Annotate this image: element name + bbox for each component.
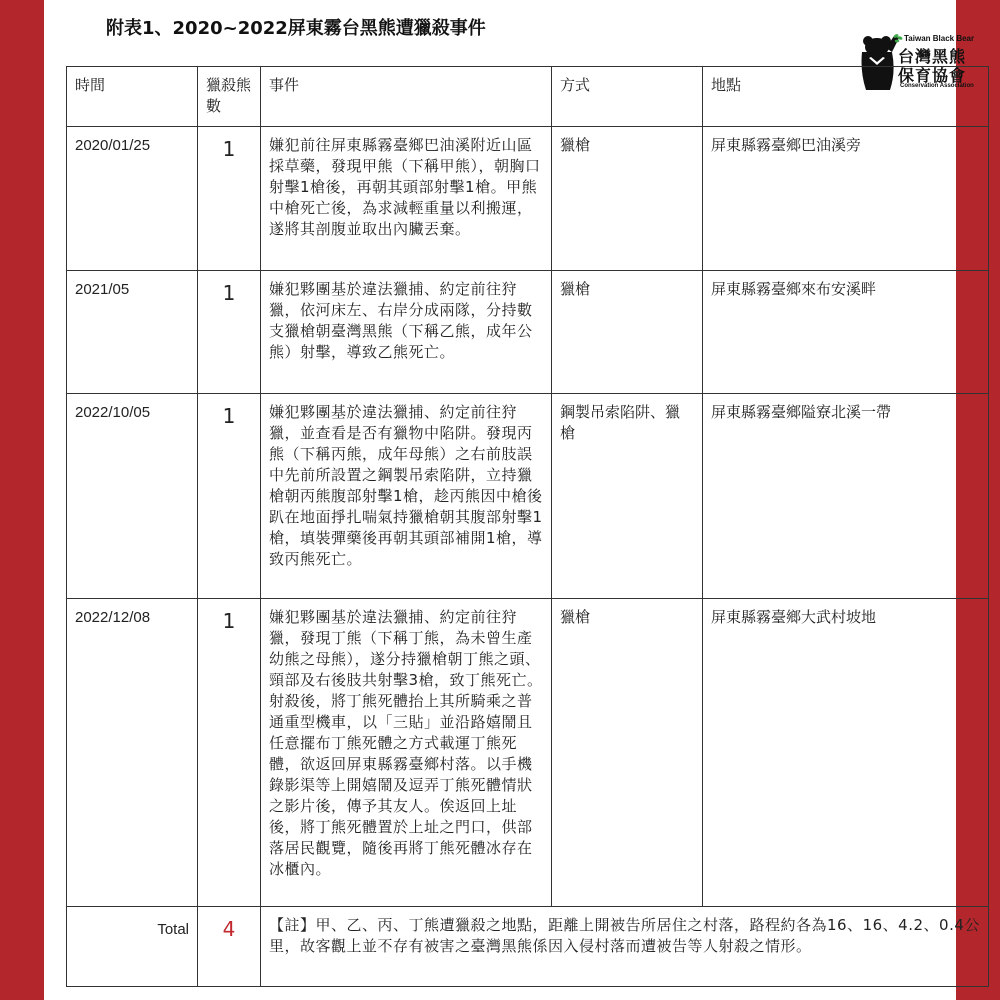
total-label: Total (67, 907, 198, 987)
cell-location: 屏東縣霧臺鄉巴油溪旁 (703, 127, 989, 271)
cell-event: 嫌犯前往屏東縣霧臺鄉巴油溪附近山區採草藥，發現甲熊（下稱甲熊），朝胸口射擊1槍後，再朝其頭部射擊1槍。甲熊中槍死亡後，為求減輕重量以利搬運，遂將其剖腹並取出內臟丟棄。 (261, 127, 552, 271)
total-note: 【註】甲、乙、丙、丁熊遭獵殺之地點，距離上開被告所居住之村落，路程約各為16、16、4.2、0.4公里，故客觀上並不存有被害之臺灣黑熊係因入侵村落而遭被告等人射殺之情形。 (261, 907, 989, 987)
header-method: 方式 (552, 67, 703, 127)
document-title: 附表1、2020~2022屏東霧台黑熊遭獵殺事件 (106, 18, 486, 39)
cell-event: 嫌犯夥團基於違法獵捕、約定前往狩獵，依河床左、右岸分成兩隊，分持數支獵槍朝臺灣黑熊（下稱乙熊，成年公熊）射擊，導致乙熊死亡。 (261, 271, 552, 394)
table-row (67, 127, 989, 271)
total-row (67, 907, 989, 987)
cell-count: 1 (198, 271, 261, 394)
cell-date: 2020/01/25 (67, 127, 198, 271)
total-count: 4 (198, 907, 261, 987)
cell-count: 1 (198, 127, 261, 271)
cell-count: 1 (198, 394, 261, 599)
cell-method: 鋼製吊索陷阱、獵槍 (552, 394, 703, 599)
header-time: 時間 (67, 67, 198, 127)
logo-english-name: Taiwan Black Bear (904, 34, 975, 43)
table-row (67, 271, 989, 394)
cell-method: 獵槍 (552, 271, 703, 394)
cell-date: 2022/12/08 (67, 599, 198, 907)
cell-location: 屏東縣霧臺鄉隘寮北溪一帶 (703, 394, 989, 599)
table-row (67, 599, 989, 907)
cell-date: 2022/10/05 (67, 394, 198, 599)
cell-event: 嫌犯夥團基於違法獵捕、約定前往狩獵，並查看是否有獵物中陷阱。發現丙熊（下稱丙熊，成年母熊）之右前肢誤中先前所設置之鋼製吊索陷阱，立持獵槍朝丙熊腹部射擊1槍，趁丙熊因中槍後趴在地面掙扎喘氣持獵槍朝其腹部射擊1槍，填裝彈藥後再朝其頭部補開1槍，導致丙熊死亡。 (261, 394, 552, 599)
header-event: 事件 (261, 67, 552, 127)
cell-location: 屏東縣霧臺鄉來布安溪畔 (703, 271, 989, 394)
events-table (66, 66, 989, 987)
logo-chinese-line2: 保育協會 (898, 66, 967, 85)
logo-chinese-line1: 台灣黑熊 (898, 47, 967, 66)
document-sheet (44, 0, 980, 1000)
header-count: 獵殺熊數 (198, 67, 261, 127)
cell-date: 2021/05 (67, 271, 198, 394)
table-header-row (67, 67, 989, 127)
cell-location: 屏東縣霧臺鄉大武村坡地 (703, 599, 989, 907)
cell-method: 獵槍 (552, 599, 703, 907)
table-row (67, 394, 989, 599)
cell-count: 1 (198, 599, 261, 907)
cell-method: 獵槍 (552, 127, 703, 271)
header-location: 地點 (703, 67, 989, 127)
cell-event: 嫌犯夥團基於違法獵捕、約定前往狩獵，發現丁熊（下稱丁熊，為未曾生產幼熊之母熊），遂分持獵槍朝丁熊之頭、頸部及右後肢共射擊3槍，致丁熊死亡。射殺後，將丁熊死體抬上其所騎乘之普通重型機車，以「三貼」並沿路嬉鬧且任意擺布丁熊死體之方式載運丁熊死體，欲返回屏東縣霧臺鄉村落。以手機錄影渠等上開嬉鬧及逗弄丁熊死體情狀之影片後，傳予其友人。俟返回上址後，將丁熊死體置於上址之門口，供部落居民觀覽，隨後再將丁熊死體冰存在冰櫃內。 (261, 599, 552, 907)
logo-english-subtitle: Conservation Association (900, 83, 974, 89)
